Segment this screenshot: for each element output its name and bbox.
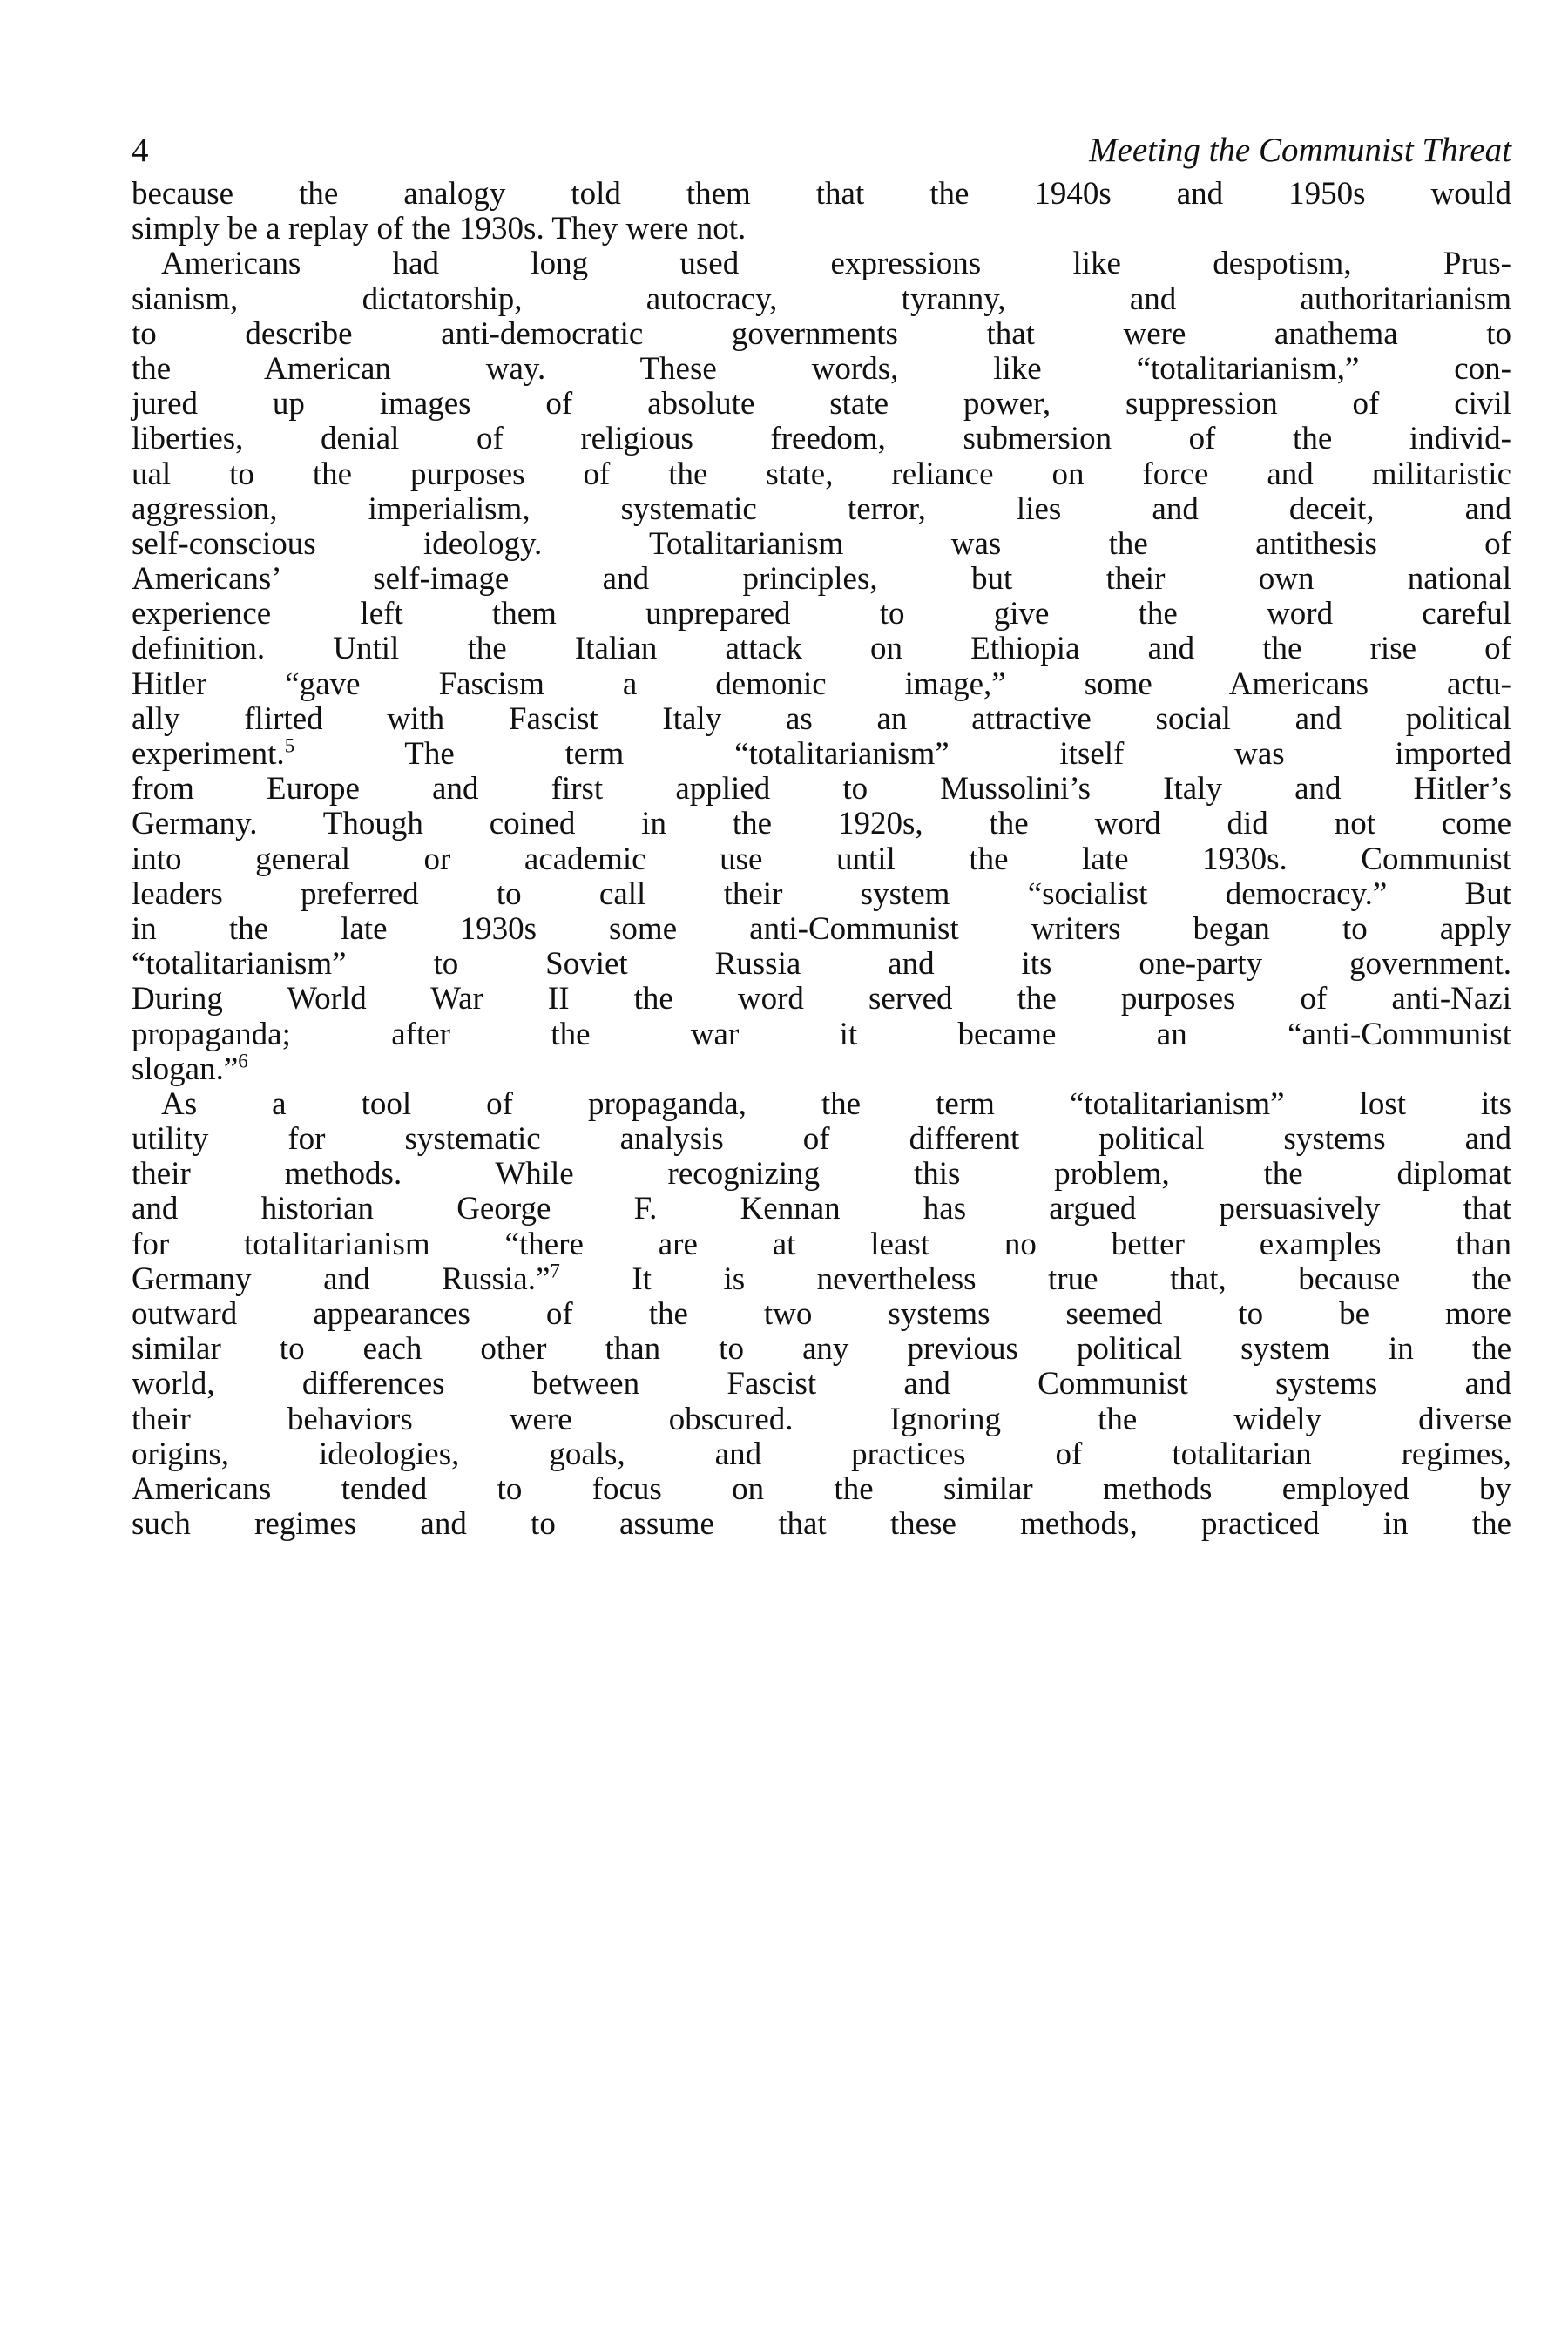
text-line (132, 212, 1511, 247)
text-segment: outward appearances of the two systems seemed to be more (132, 1296, 1511, 1332)
text-line (132, 562, 1511, 597)
text-segment: similar to each other than to any previous political system in the (132, 1331, 1511, 1368)
text-segment: aggression, imperialism, systematic terror, lies and deceit, and (132, 490, 1511, 527)
text-line (132, 1052, 1511, 1087)
text-segment: slogan.” (132, 1051, 239, 1087)
text-line (132, 807, 1511, 841)
footnote-marker: 7 (550, 1260, 560, 1282)
text-line (132, 667, 1511, 702)
text-line (132, 842, 1511, 877)
text-segment: and historian George F. Kennan has argued persuasively that (132, 1191, 1511, 1227)
text-segment: from Europe and first applied to Mussolini’s Italy and Hitler’s (132, 771, 1511, 808)
text-segment: simply be a replay of the 1930s. They were not. (132, 211, 747, 247)
text-line (132, 1227, 1511, 1262)
footnote-marker: 6 (238, 1050, 248, 1072)
text-segment: because the analogy told them that the 1940s and 1950s would (132, 176, 1511, 212)
text-segment: leaders preferred to call their system “socialist democracy.” But (132, 875, 1511, 912)
text-line (132, 1437, 1511, 1472)
text-segment: their methods. While recognizing this problem, the diplomat (132, 1156, 1511, 1193)
text-segment: for totalitarianism “there are at least no better examples than (132, 1226, 1511, 1262)
text-line (132, 982, 1511, 1017)
text-segment: origins, ideologies, goals, and practices of totalitarian regimes, (132, 1436, 1511, 1472)
text-line (132, 387, 1511, 422)
text-line (132, 734, 1511, 772)
text-segment: During World War II the word served the purposes of anti-Nazi (132, 981, 1511, 1017)
text-segment: Germany and Russia.” (132, 1260, 551, 1297)
text-line (132, 317, 1511, 352)
text-segment: It is nevertheless true that, because the (559, 1260, 1511, 1297)
text-line (132, 1122, 1511, 1157)
text-segment: utility for systematic analysis of different political systems and (132, 1121, 1511, 1158)
text-segment: their behaviors were obscured. Ignoring the widely diverse (132, 1401, 1511, 1437)
text-segment: Americans had long used expressions like despotism, Prus- (161, 246, 1511, 282)
text-segment: world, differences between Fascist and Communist systems and (132, 1366, 1511, 1402)
text-segment: definition. Until the Italian attack on Ethiopia and the rise of (132, 631, 1511, 667)
text-line (132, 1297, 1511, 1332)
text-segment: As a tool of propaganda, the term “totalitarianism” lost its (161, 1085, 1511, 1122)
text-line (132, 422, 1511, 456)
text-segment: into general or academic use until the late 1930s. Communist (132, 841, 1511, 877)
text-line (132, 352, 1511, 387)
text-line (132, 1472, 1511, 1507)
text-segment: Americans tended to focus on the similar methods employed by (132, 1470, 1511, 1507)
text-line (132, 772, 1511, 807)
running-title: Meeting the Communist Threat (1089, 132, 1511, 169)
text-line (132, 1507, 1511, 1542)
text-segment: ual to the purposes of the state, reliance on force and militaristic (132, 456, 1511, 492)
text-line (132, 177, 1511, 212)
text-segment: to describe anti-democratic governments that were anathema to (132, 315, 1511, 352)
text-line (132, 912, 1511, 947)
body-text (132, 177, 1511, 1542)
text-segment: The term “totalitarianism” itself was imported (294, 736, 1511, 772)
text-line (132, 1192, 1511, 1227)
text-line (132, 527, 1511, 562)
text-segment: “totalitarianism” to Soviet Russia and its one-party government. (132, 946, 1511, 983)
text-line (132, 1087, 1511, 1122)
text-segment: experience left them unprepared to give the word careful (132, 596, 1511, 632)
text-line (132, 1262, 1511, 1297)
text-segment: such regimes and to assume that these methods, practiced in the (132, 1506, 1511, 1543)
text-line (132, 282, 1511, 317)
text-line (132, 597, 1511, 632)
text-segment: experiment. (132, 736, 285, 772)
text-line (132, 1157, 1511, 1192)
text-segment: sianism, dictatorship, autocracy, tyranny, and authoritarianism (132, 280, 1511, 317)
footnote-marker: 5 (284, 734, 295, 757)
text-line (132, 457, 1511, 492)
text-line (132, 1017, 1511, 1052)
text-segment: ally flirted with Fascist Italy as an attractive social and political (132, 700, 1511, 737)
text-segment: Hitler “gave Fascism a demonic image,” some Americans actu- (132, 666, 1511, 702)
running-header (132, 131, 1511, 174)
text-segment: in the late 1930s some anti-Communist writers began to apply (132, 910, 1511, 947)
text-line (132, 947, 1511, 982)
text-segment: the American way. These words, like “totalitarianism,” con- (132, 350, 1511, 387)
text-segment: propaganda; after the war it became an “anti-Communist (132, 1016, 1511, 1052)
text-segment: self-conscious ideology. Totalitarianism was the antithesis of (132, 525, 1511, 562)
text-line (132, 1367, 1511, 1402)
text-line (132, 1332, 1511, 1367)
text-segment: liberties, denial of religious freedom, submersion of the individ- (132, 421, 1511, 457)
text-line (132, 247, 1511, 281)
text-line (132, 702, 1511, 737)
text-segment: Americans’ self-image and principles, but their own national (132, 561, 1511, 598)
text-line (132, 1402, 1511, 1437)
text-line (132, 492, 1511, 527)
text-segment: jured up images of absolute state power, suppression of civil (132, 386, 1511, 422)
text-line (132, 632, 1511, 666)
text-segment: Germany. Though coined in the 1920s, the word did not come (132, 806, 1511, 842)
text-line (132, 877, 1511, 912)
page-number: 4 (132, 132, 149, 169)
